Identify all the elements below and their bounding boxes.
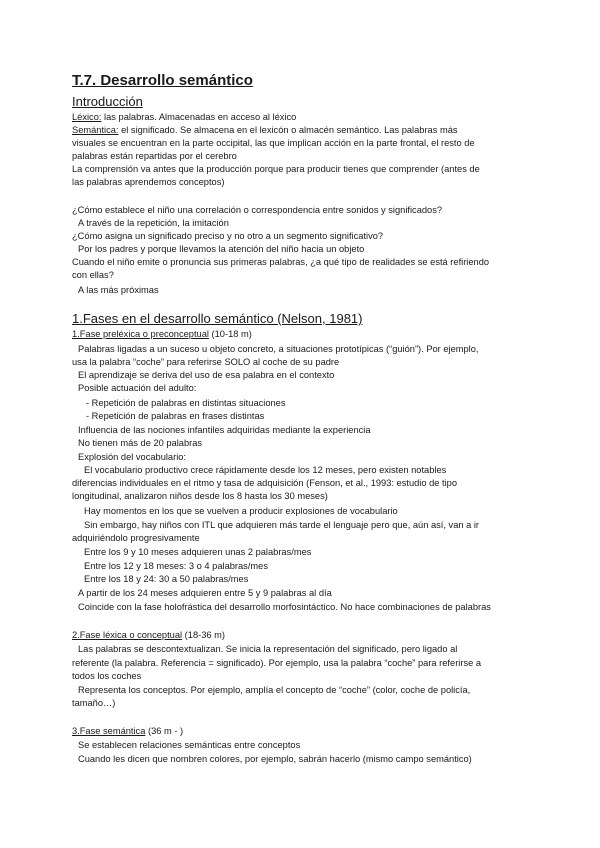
phase2-line: todos los coches <box>72 671 142 681</box>
phase1-line: usa la palabra “coche” para referirse SOLO al coche de su padre <box>72 357 340 367</box>
phase1-line: Entre los 18 y 24: 30 a 50 palabras/mes <box>84 574 249 584</box>
phase1-line: Sin embargo, hay niños con ITL que adquieren más tarde el lenguaje pero que, aún así, van a ir <box>84 520 480 530</box>
phase3-heading <box>72 725 183 738</box>
lexico-label: Léxico: <box>72 112 102 122</box>
intro-heading: Introducción <box>72 94 143 109</box>
semantica-label: Semántica: <box>72 125 119 135</box>
phase1-line: El aprendizaje se deriva del uso de esa palabra en el contexto <box>78 370 335 380</box>
phase1-line: longitudinal, analizaron niños desde los 8 hasta los 30 meses) <box>72 491 328 501</box>
phase3-line: Se establecen relaciones semánticas entre conceptos <box>78 740 301 750</box>
question-2: ¿Cómo asigna un significado preciso y no otro a un segmento significativo? <box>72 231 384 241</box>
lexico-line <box>72 111 296 124</box>
lexico-text: las palabras. Almacenadas en acceso al léxico <box>101 112 297 122</box>
page-title: T.7. Desarrollo semántico <box>72 72 253 89</box>
phase1-line: diferencias individuales en el ritmo y tasa de adquisición (Fenson, et al., 1993: estudio de tipo <box>72 478 458 488</box>
phase1-line: - Repetición de palabras en frases distintas <box>86 411 265 421</box>
phase1-line: - Repetición de palabras en distintas situaciones <box>86 398 286 408</box>
phase1-line: A partir de los 24 meses adquieren entre 5 y 9 palabras al día <box>78 588 332 598</box>
answer-3: A las más próximas <box>78 285 159 295</box>
phase1-line: Coincide con la fase holofrástica del desarrollo morfosintáctico. No hace combinaciones de palabras <box>78 602 491 612</box>
phase1-line: Entre los 9 y 10 meses adquieren unas 2 palabras/mes <box>84 547 312 557</box>
question-1: ¿Cómo establece el niño una correlación o correspondencia entre sonidos y significados? <box>72 205 443 215</box>
phase1-label: 1.Fase preléxica o preconceptual <box>72 329 209 339</box>
phase2-label: 2.Fase léxica o conceptual <box>72 630 183 640</box>
phase1-line: No tienen más de 20 palabras <box>78 438 203 448</box>
intro-line-3: visuales se encuentran en la parte occipital, las que implican acción en la parte frontal, el resto de <box>72 138 475 148</box>
phase1-line: Entre los 12 y 18 meses: 3 o 4 palabras/mes <box>84 561 268 571</box>
phase1-line: Palabras ligadas a un suceso u objeto concreto, a situaciones prototípicas (“guión”). Por ejemplo, <box>78 344 479 354</box>
question-3a: Cuando el niño emite o pronuncia sus primeras palabras, ¿a qué tipo de realidades se está refiriendo <box>72 257 490 267</box>
intro-line-5: La comprensión va antes que la producción porque para producir tienes que comprender (antes de <box>72 164 480 174</box>
phase1-line: Posible actuación del adulto: <box>78 383 197 393</box>
semantica-text: el significado. Se almacena en el lexicón o almacén semántico. Las palabras más <box>118 125 458 135</box>
semantica-line <box>72 124 458 137</box>
phase2-range: (18-36 m) <box>182 630 225 640</box>
phase2-heading <box>72 629 225 642</box>
answer-2: Por los padres y porque llevamos la atención del niño hacia un objeto <box>78 244 365 254</box>
phase3-label: 3.Fase semántica <box>72 726 146 736</box>
phase1-line: El vocabulario productivo crece rápidamente desde los 12 meses, pero existen notables <box>84 465 447 475</box>
phase2-line: referente (la palabra. Referencia = significado). Por ejemplo, usa la palabra “coche” para referirse a <box>72 658 482 668</box>
phase3-range: (36 m - ) <box>145 726 184 736</box>
phase1-line: adquiriéndolo progresivamente <box>72 533 200 543</box>
section1-heading: 1.Fases en el desarrollo semántico (Nelson, 1981) <box>72 311 363 326</box>
phase1-range: (10-18 m) <box>208 329 252 339</box>
intro-line-6: las palabras aprendemos conceptos) <box>72 177 225 187</box>
phase3-line: Cuando les dicen que nombren colores, por ejemplo, sabrán hacerlo (mismo campo semántico) <box>78 754 472 764</box>
phase1-line: Hay momentos en los que se vuelven a producir explosiones de vocabulario <box>84 506 398 516</box>
phase1-heading <box>72 328 252 341</box>
phase2-line: Representa los conceptos. Por ejemplo, amplía el concepto de “coche” (color, coche de policía, <box>78 685 471 695</box>
phase2-line: Las palabras se descontextualizan. Se inicia la representación del significado, pero ligado al <box>78 644 458 654</box>
phase1-line: Explosión del vocabulario: <box>78 452 187 462</box>
phase2-line: tamaño…) <box>72 698 116 708</box>
phase1-line: Influencia de las nociones infantiles adquiridas mediante la experiencia <box>78 425 371 435</box>
question-3b: con ellas? <box>72 270 114 280</box>
intro-line-4: palabras están repartidas por el cerebro <box>72 151 237 161</box>
answer-1: A través de la repetición, la imitación <box>78 218 229 228</box>
